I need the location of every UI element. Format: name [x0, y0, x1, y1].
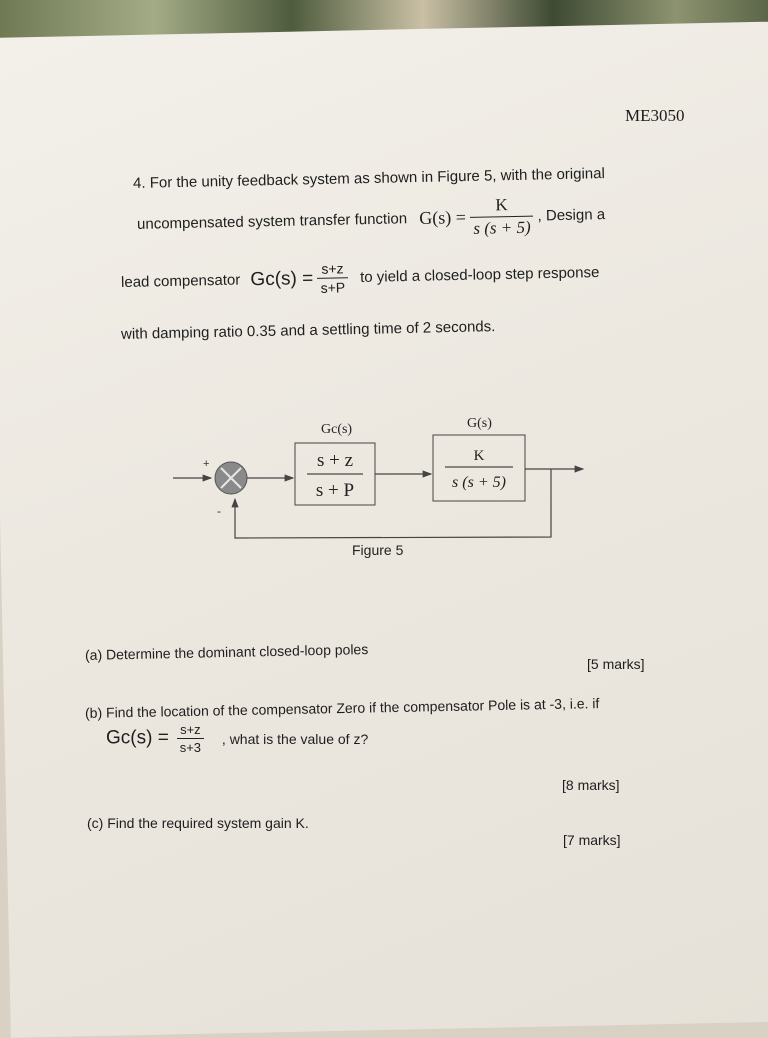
question-line-3-text: lead compensator	[120, 271, 241, 292]
g-block-label: G(s)	[467, 416, 492, 431]
part-b-gc-fraction	[177, 722, 204, 755]
gc-fraction	[317, 260, 348, 296]
part-a-text: (a) Determine the dominant closed-loop poles	[84, 641, 369, 663]
plus-sign: +	[203, 458, 210, 470]
question-line-4: with damping ratio 0.35 and a settling time of 2 seconds.	[120, 318, 496, 343]
question-line-2-tail: , Design a	[537, 206, 606, 225]
question-line-1: 4. For the unity feedback system as shown in Figure 5, with the original	[132, 165, 606, 192]
part-b-formula	[106, 722, 368, 755]
gs-numerator: K	[470, 195, 534, 218]
gc-block-label: Gc(s)	[321, 422, 353, 437]
g-block	[433, 435, 525, 501]
minus-sign: -	[217, 504, 221, 518]
part-b-marks: [8 marks]	[562, 777, 620, 793]
gc-label: Gc(s) =	[250, 267, 314, 290]
g-block-denominator: s (s + 5)	[452, 474, 506, 491]
part-b-tail: , what is the value of z?	[221, 730, 369, 747]
gs-denominator: s (s + 5)	[473, 217, 531, 238]
part-b-gc-numerator: s+z	[177, 722, 204, 739]
part-b-gc-denominator: s+3	[179, 740, 202, 755]
part-b-text: (b) Find the location of the compensator Zero if the compensator Pole is at -3, i.e. if	[84, 695, 600, 721]
question-line-3-tail: to yield a closed-loop step response	[359, 263, 600, 287]
question-line-2-text: uncompensated system transfer function	[136, 210, 408, 233]
part-a-marks: [5 marks]	[587, 656, 645, 672]
part-c-marks: [7 marks]	[563, 832, 621, 848]
part-b-gc-label: Gc(s) =	[106, 727, 169, 749]
g-block-numerator: K	[473, 448, 485, 464]
figure-caption: Figure 5	[352, 542, 404, 558]
gs-fraction	[470, 195, 534, 239]
part-c-text: (c) Find the required system gain K.	[87, 815, 309, 831]
gc-denominator: s+P	[320, 279, 346, 296]
gs-label: G(s) =	[419, 207, 467, 228]
gc-block-numerator: s + z	[316, 450, 354, 471]
gc-block-denominator: s + P	[315, 480, 355, 501]
course-code: ME3050	[625, 106, 685, 125]
gc-numerator: s+z	[317, 260, 348, 279]
